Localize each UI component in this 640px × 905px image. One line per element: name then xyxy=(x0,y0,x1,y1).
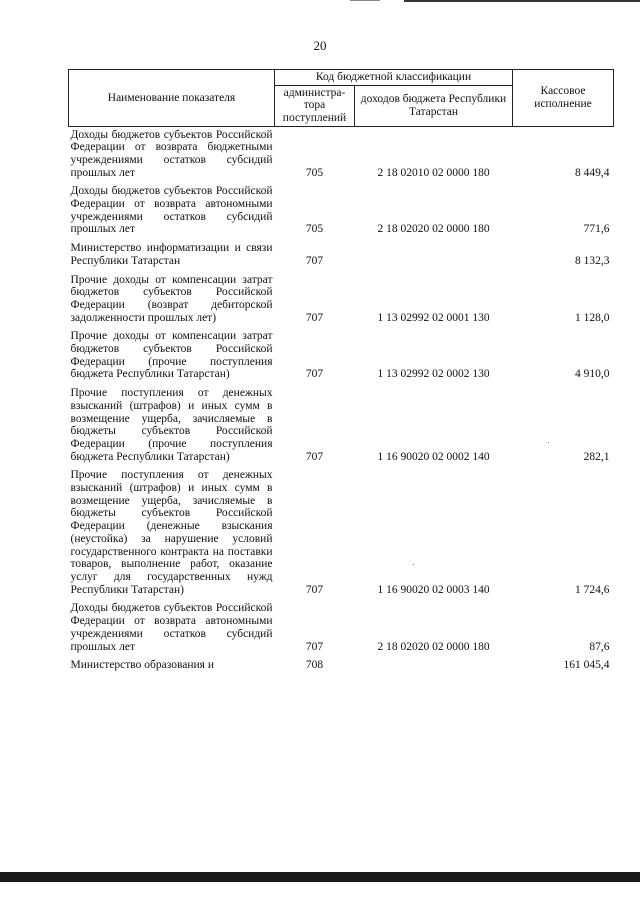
scan-speck xyxy=(548,442,549,443)
row-income-code: 2 18 02010 02 0000 180 xyxy=(377,166,490,179)
row-income-code: 2 18 02020 02 0000 180 xyxy=(377,223,490,236)
table-row xyxy=(69,183,614,240)
row-admin-code: 705 xyxy=(305,166,324,179)
row-name: Прочие доходы от компенсации затрат бюджетов субъектов Российской Федерации (возврат дебиторской задолженности прошлых лет) xyxy=(70,273,273,324)
row-amount: 87,6 xyxy=(589,640,610,653)
row-amount: 161 045,4 xyxy=(563,659,610,672)
scan-speck xyxy=(413,564,414,565)
top-edge-mark xyxy=(350,0,380,3)
header-admin: администра-тора поступлений xyxy=(275,85,355,126)
table-row xyxy=(69,467,614,600)
row-admin-code: 708 xyxy=(305,659,324,672)
table-row xyxy=(69,328,614,385)
table-body xyxy=(69,126,614,676)
row-name: Прочие поступления от денежных взысканий (штрафов) и иных сумм в возмещение ущерба, зачисляемые в бюджеты субъектов Российской Федерации (денежные взыскания (неустойка) за нарушение условий государственного контракта на поставки товаров, выполнение работ, оказание услуг для государственных нужд Республики Татарстан) xyxy=(70,469,273,596)
table-header xyxy=(69,70,614,127)
row-amount: 8 449,4 xyxy=(575,166,610,179)
row-name: Министерство информатизации и связи Республики Татарстан xyxy=(70,242,273,267)
header-amount: Кассовое исполнение xyxy=(513,70,614,127)
row-income-code: 2 18 02020 02 0000 180 xyxy=(377,640,490,653)
row-amount: 282,1 xyxy=(583,450,610,463)
table-row xyxy=(69,657,614,676)
scan-bottom-bar xyxy=(0,872,640,882)
row-amount: 4 910,0 xyxy=(575,368,610,381)
page-number: 20 xyxy=(313,38,327,53)
row-amount: 8 132,3 xyxy=(575,254,610,267)
row-income-code xyxy=(355,240,513,271)
row-admin-code: 707 xyxy=(305,254,324,267)
row-admin-code: 707 xyxy=(305,450,324,463)
row-name: Прочие доходы от компенсации затрат бюджетов субъектов Российской Федерации (прочие поступления бюджета Республики Татарстан) xyxy=(70,330,273,381)
row-income-code: 1 16 90020 02 0002 140 xyxy=(377,450,490,463)
row-admin-code: 707 xyxy=(305,640,324,653)
row-name: Доходы бюджетов субъектов Российской Федерации от возврата автономными учреждениями остатков субсидий прошлых лет xyxy=(70,602,273,653)
budget-table xyxy=(68,69,614,676)
row-admin-code: 707 xyxy=(305,583,324,596)
row-admin-code: 707 xyxy=(305,311,324,324)
row-name: Министерство образования и xyxy=(70,659,214,672)
header-code-group: Код бюджетной классификации xyxy=(275,70,513,86)
row-income-code: 1 13 02992 02 0002 130 xyxy=(377,368,490,381)
header-income: доходов бюджета Республики Татарстан xyxy=(355,85,513,126)
top-edge-line xyxy=(404,0,640,6)
table-row xyxy=(69,272,614,329)
row-admin-code: 705 xyxy=(305,223,324,236)
table-row xyxy=(69,600,614,657)
row-admin-code: 707 xyxy=(305,368,324,381)
row-name: Доходы бюджетов субъектов Российской Федерации от возврата бюджетными учреждениями остатков субсидий прошлых лет xyxy=(70,128,273,179)
row-amount: 1 724,6 xyxy=(575,583,610,596)
row-income-code: 1 16 90020 02 0003 140 xyxy=(377,583,490,596)
table-row xyxy=(69,126,614,183)
row-name: Доходы бюджетов субъектов Российской Федерации от возврата автономными учреждениями остатков субсидий прошлых лет xyxy=(70,185,273,236)
row-name: Прочие поступления от денежных взысканий (штрафов) и иных сумм в возмещение ущерба, зачисляемые в бюджеты субъектов Российской Федерации (прочие поступления бюджета Республики Татарстан) xyxy=(70,387,273,463)
table-row xyxy=(69,240,614,271)
table-row xyxy=(69,385,614,467)
row-amount: 771,6 xyxy=(583,223,610,236)
header-name: Наименование показателя xyxy=(69,70,275,127)
row-income-code xyxy=(355,657,513,676)
row-income-code: 1 13 02992 02 0001 130 xyxy=(377,311,490,324)
row-amount: 1 128,0 xyxy=(575,311,610,324)
